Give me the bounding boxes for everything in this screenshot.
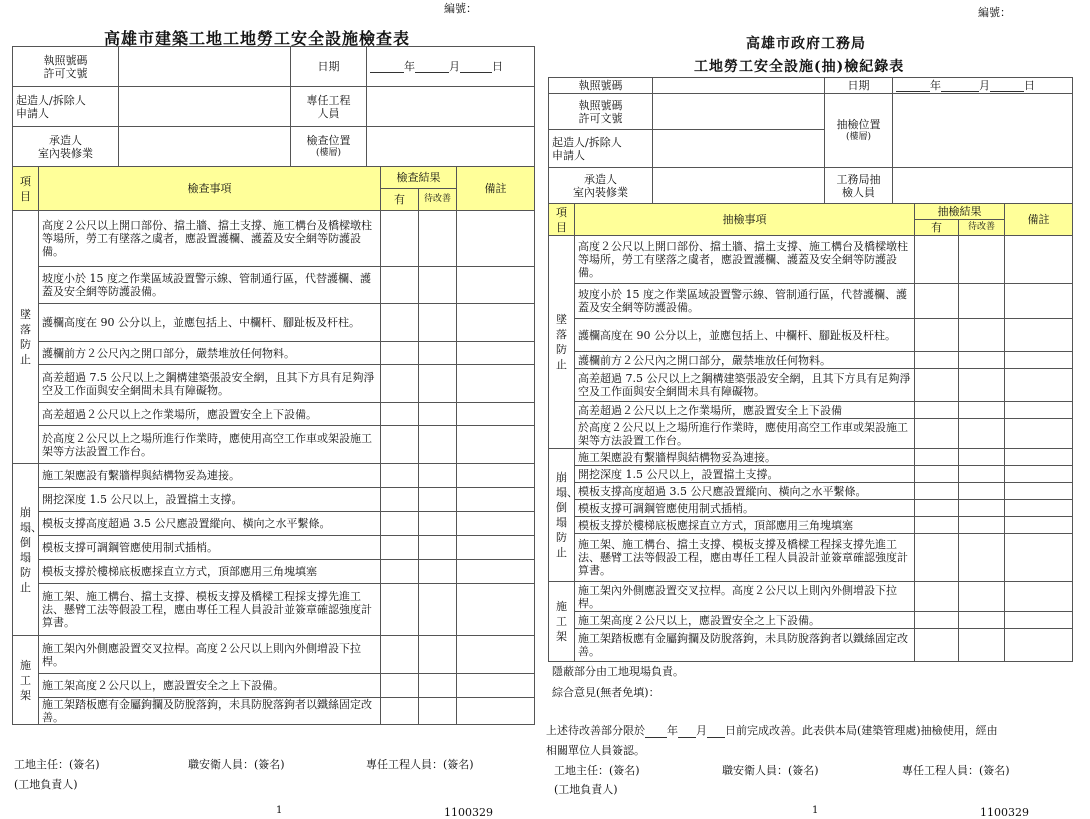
check-item-text: 施工架、施工構台、擋土支撐、模板支撐及橋樑工程採支撐先進工法、懸臂工法等假設工程，應由專任工程人員設計並簽章確認強度計算書。: [39, 584, 381, 636]
result-pending-cell[interactable]: [959, 236, 1005, 284]
hidden-note: 隱蔽部分由工地現場負責。: [552, 665, 684, 678]
result-pending-cell[interactable]: [959, 419, 1005, 449]
check-item-text: 護欄前方２公尺內之開口部分，嚴禁堆放任何物料。: [575, 352, 915, 369]
result-yes-cell[interactable]: [915, 236, 959, 284]
footer-sign-supervisor: 工地主任：(簽名): [14, 758, 100, 771]
result-yes-cell[interactable]: [915, 419, 959, 449]
check-item-text: 施工架踏板應有金屬鉤攔及防脫落鉤，未具防脫落鉤者以鐵絲固定改善。: [39, 698, 381, 725]
result-pending-cell[interactable]: [419, 304, 457, 342]
remark-cell[interactable]: [1005, 612, 1073, 629]
table-row: [549, 466, 1073, 483]
result-yes-cell[interactable]: [381, 426, 419, 464]
remark-cell[interactable]: [1005, 629, 1073, 662]
result-yes-cell[interactable]: [381, 267, 419, 304]
checklist-table-left: [12, 166, 535, 725]
result-pending-cell[interactable]: [959, 319, 1005, 352]
table-row: [549, 449, 1073, 466]
table-row: [549, 419, 1073, 449]
remark-cell[interactable]: [457, 560, 535, 584]
remark-cell[interactable]: [1005, 449, 1073, 466]
check-item-text: 模板支撐高度超過 3.5 公尺應設置縱向、橫向之水平繫條。: [575, 483, 915, 500]
category-cell: 墜落防止: [13, 211, 39, 464]
engineer-field[interactable]: [367, 87, 535, 127]
table-row: [13, 304, 535, 342]
inspector-field[interactable]: [893, 168, 1073, 204]
form-title: 工地勞工安全設施(抽)檢紀錄表: [694, 59, 905, 75]
remark-cell[interactable]: [457, 488, 535, 512]
col-remark: 備註: [457, 167, 535, 211]
check-item-text: 開挖深度 1.5 公尺以上，設置擋土支撐。: [575, 466, 915, 483]
contractor-field[interactable]: [119, 127, 291, 167]
license-label: 執照號碼 許可文號: [549, 94, 653, 130]
remark-cell[interactable]: [1005, 466, 1073, 483]
result-pending-cell[interactable]: [959, 449, 1005, 466]
footer-note: (工地負責人): [554, 783, 618, 796]
date-field[interactable]: 年 月 日: [367, 47, 535, 87]
result-yes-cell[interactable]: [915, 612, 959, 629]
table-row: [549, 402, 1073, 419]
form-title-agency: 高雄市政府工務局: [746, 36, 866, 52]
remark-cell[interactable]: [1005, 319, 1073, 352]
remark-cell[interactable]: [457, 512, 535, 536]
table-row: [13, 512, 535, 536]
check-item-text: 施工架高度２公尺以上，應設置安全之上下設備。: [575, 612, 915, 629]
remark-cell[interactable]: [457, 698, 535, 725]
category-cell: 墜落防止: [549, 236, 575, 449]
result-yes-cell[interactable]: [915, 369, 959, 402]
result-pending-cell[interactable]: [419, 365, 457, 403]
result-pending-cell[interactable]: [419, 342, 457, 365]
col-item: 項目: [13, 167, 39, 211]
remark-cell[interactable]: [1005, 419, 1073, 449]
result-pending-cell[interactable]: [959, 582, 1005, 612]
remark-cell[interactable]: [457, 636, 535, 674]
location-field[interactable]: [367, 127, 535, 167]
remark-cell[interactable]: [1005, 369, 1073, 402]
table-row: [549, 369, 1073, 402]
check-item-text: 高差超過 7.5 公尺以上之鋼構建築張設安全網，且其下方具有足夠淨空及工作面與安全網間未具有障礙物。: [575, 369, 915, 402]
table-row: [13, 674, 535, 698]
table-row: [13, 636, 535, 674]
col-pending: 待改善: [419, 189, 457, 211]
remark-cell[interactable]: [457, 403, 535, 426]
result-pending-cell[interactable]: [959, 517, 1005, 534]
result-yes-cell[interactable]: [381, 584, 419, 636]
result-yes-cell[interactable]: [381, 674, 419, 698]
category-cell: 崩塌、倒塌防止: [13, 464, 39, 636]
remark-cell[interactable]: [1005, 402, 1073, 419]
remark-cell[interactable]: [1005, 517, 1073, 534]
table-row: [13, 211, 535, 267]
result-pending-cell[interactable]: [419, 636, 457, 674]
result-yes-cell[interactable]: [915, 534, 959, 582]
date-label: 日期: [825, 78, 893, 94]
check-item-text: 施工架內外側應設置交叉拉桿。高度２公尺以上則內外側增設下拉桿。: [575, 582, 915, 612]
footer-sign-safety: 職安衛人員：(簽名): [722, 764, 819, 777]
result-pending-cell[interactable]: [959, 534, 1005, 582]
check-item-text: 坡度小於 15 度之作業區域設置警示線、管制通行區，代替護欄、護蓋及安全網等防護設備。: [575, 284, 915, 319]
check-item-text: 模板支撐高度超過 3.5 公尺應設置縱向、橫向之水平繫條。: [39, 512, 381, 536]
table-row: [549, 582, 1073, 612]
remark-cell[interactable]: [457, 267, 535, 304]
col-result: 抽檢結果: [915, 204, 1005, 220]
result-pending-cell[interactable]: [959, 369, 1005, 402]
remark-cell[interactable]: [1005, 500, 1073, 517]
table-row: [549, 629, 1073, 662]
result-pending-cell[interactable]: [959, 284, 1005, 319]
result-pending-cell[interactable]: [419, 426, 457, 464]
table-row: [13, 267, 535, 304]
license-top-field[interactable]: [653, 78, 825, 94]
footer-sign-supervisor: 工地主任：(簽名): [554, 764, 640, 777]
result-yes-cell[interactable]: [915, 582, 959, 612]
footer-sign-engineer: 專任工程人員：(簽名): [902, 764, 1010, 777]
remark-cell[interactable]: [457, 342, 535, 365]
table-row: [13, 365, 535, 403]
remark-cell[interactable]: [457, 674, 535, 698]
date-label: 日期: [291, 47, 367, 87]
result-pending-cell[interactable]: [419, 403, 457, 426]
doc-number: 1100329: [980, 806, 1029, 819]
result-pending-cell[interactable]: [959, 483, 1005, 500]
result-yes-cell[interactable]: [915, 629, 959, 662]
table-row: [549, 483, 1073, 500]
serial-label: 編號：: [444, 2, 477, 15]
inspector-label: 工務局抽 檢人員: [825, 168, 893, 204]
page-number: 1: [276, 805, 283, 816]
result-yes-cell[interactable]: [381, 304, 419, 342]
result-yes-cell[interactable]: [381, 636, 419, 674]
table-row: [549, 284, 1073, 319]
license-field[interactable]: [653, 94, 825, 130]
result-pending-cell[interactable]: [419, 536, 457, 560]
check-item-text: 護欄前方２公尺內之開口部分，嚴禁堆放任何物料。: [39, 342, 381, 365]
col-pending: 待改善: [959, 220, 1005, 236]
footer-sign-engineer: 專任工程人員：(簽名): [366, 758, 474, 771]
col-yes: 有: [915, 220, 959, 236]
check-item-text: 施工架高度２公尺以上，應設置安全之上下設備。: [39, 674, 381, 698]
check-item-text: 施工架應設有繫牆桿與結構物妥為連接。: [39, 464, 381, 488]
remark-cell[interactable]: [457, 584, 535, 636]
result-pending-cell[interactable]: [419, 211, 457, 267]
remark-cell[interactable]: [1005, 352, 1073, 369]
category-cell: 崩塌、倒塌防止: [549, 449, 575, 582]
result-yes-cell[interactable]: [381, 342, 419, 365]
comment-label: 綜合意見(無者免填)：: [552, 686, 660, 699]
table-row: [549, 352, 1073, 369]
result-yes-cell[interactable]: [381, 211, 419, 267]
license-top-label: 執照號碼: [549, 78, 653, 94]
col-item: 項目: [549, 204, 575, 236]
builder-field[interactable]: [653, 130, 825, 168]
table-row: [13, 560, 535, 584]
remark-cell[interactable]: [1005, 236, 1073, 284]
result-pending-cell[interactable]: [419, 674, 457, 698]
col-remark: 備註: [1005, 204, 1073, 236]
result-yes-cell[interactable]: [381, 488, 419, 512]
builder-label: 起造人/拆除人 申請人: [13, 87, 119, 127]
table-row: [13, 464, 535, 488]
result-pending-cell[interactable]: [419, 512, 457, 536]
result-yes-cell[interactable]: [381, 464, 419, 488]
table-row: [13, 426, 535, 464]
result-yes-cell[interactable]: [915, 402, 959, 419]
check-item-text: 高差超過２公尺以上之作業場所，應設置安全上下設備: [575, 402, 915, 419]
remark-cell[interactable]: [1005, 284, 1073, 319]
contractor-field[interactable]: [653, 168, 825, 204]
col-result: 檢查結果: [381, 167, 457, 189]
check-item-text: 施工架踏板應有金屬鉤攔及防脫落鉤，未具防脫落鉤者以鐵絲固定改善。: [575, 629, 915, 662]
table-row: [549, 612, 1073, 629]
result-pending-cell[interactable]: [419, 698, 457, 725]
check-item-text: 坡度小於 15 度之作業區域設置警示線、管制通行區，代替護欄、護蓋及安全網等防護設備。: [39, 267, 381, 304]
remark-cell[interactable]: [457, 211, 535, 267]
result-pending-cell[interactable]: [959, 629, 1005, 662]
result-yes-cell[interactable]: [381, 403, 419, 426]
result-yes-cell[interactable]: [915, 466, 959, 483]
serial-label: 編號：: [978, 6, 1011, 19]
result-yes-cell[interactable]: [381, 365, 419, 403]
date-field[interactable]: 年 月 日: [893, 78, 1073, 94]
license-label: 執照號碼 許可文號: [13, 47, 119, 87]
check-item-text: 施工架內外側應設置交叉拉桿。高度２公尺以上則內外側增設下拉桿。: [39, 636, 381, 674]
result-pending-cell[interactable]: [419, 488, 457, 512]
result-yes-cell[interactable]: [915, 483, 959, 500]
result-yes-cell[interactable]: [915, 352, 959, 369]
col-yes: 有: [381, 189, 419, 211]
header-table-left: [12, 46, 535, 167]
check-item-text: 模板支撐於樓梯底板應採直立方式，頂部應用三角塊填塞: [575, 517, 915, 534]
result-pending-cell[interactable]: [959, 500, 1005, 517]
check-item-text: 高差超過 7.5 公尺以上之鋼構建築張設安全網，且其下方具有足夠淨空及工作面與安全網間未具有障礙物。: [39, 365, 381, 403]
deadline-note-2: 相關單位人員簽認。: [546, 744, 645, 757]
form-title: 高雄市建築工地工地勞工安全設施檢查表: [104, 29, 411, 48]
check-item-text: 模板支撐於樓梯底板應採直立方式，頂部應用三角塊填塞: [39, 560, 381, 584]
check-item-text: 模板支撐可調鋼管應使用制式插梢。: [575, 500, 915, 517]
table-row: [549, 517, 1073, 534]
table-row: [13, 584, 535, 636]
remark-cell[interactable]: [457, 304, 535, 342]
category-cell: 施工架: [549, 582, 575, 662]
table-row: [549, 236, 1073, 284]
result-pending-cell[interactable]: [959, 466, 1005, 483]
result-yes-cell[interactable]: [381, 698, 419, 725]
table-row: [549, 500, 1073, 517]
header-table-right: [548, 77, 1073, 204]
result-pending-cell[interactable]: [959, 612, 1005, 629]
result-yes-cell[interactable]: [381, 560, 419, 584]
remark-cell[interactable]: [1005, 582, 1073, 612]
checklist-table-right: [548, 203, 1073, 662]
table-row: [549, 534, 1073, 582]
footer-note: (工地負責人): [14, 778, 78, 791]
doc-number: 1100329: [444, 806, 493, 819]
remark-cell[interactable]: [1005, 534, 1073, 582]
result-yes-cell[interactable]: [915, 449, 959, 466]
engineer-label: 專任工程 人員: [291, 87, 367, 127]
result-yes-cell[interactable]: [915, 284, 959, 319]
result-yes-cell[interactable]: [915, 500, 959, 517]
check-item-text: 護欄高度在 90 公分以上，並應包括上、中欄杆、腳趾板及杆柱。: [575, 319, 915, 352]
remark-cell[interactable]: [1005, 483, 1073, 500]
location-label-cell: 檢查位置 (樓層): [291, 127, 367, 167]
col-matter: 抽檢事項: [575, 204, 915, 236]
check-item-text: 高度２公尺以上開口部份、擋土牆、擋土支撐、施工構台及橋樑墩柱等場所，勞工有墜落之虞者，應設置護欄、護蓋及安全網等防護設備。: [39, 211, 381, 267]
check-item-text: 高差超過２公尺以上之作業場所，應設置安全上下設備。: [39, 403, 381, 426]
table-row: [13, 698, 535, 725]
remark-cell[interactable]: [457, 426, 535, 464]
check-item-text: 護欄高度在 90 公分以上，並應包括上、中欄杆、腳趾板及杆柱。: [39, 304, 381, 342]
remark-cell[interactable]: [457, 365, 535, 403]
footer-sign-safety: 職安衛人員：(簽名): [188, 758, 285, 771]
table-row: [13, 403, 535, 426]
result-yes-cell[interactable]: [915, 319, 959, 352]
check-item-text: 施工架、施工構台、擋土支撐、模板支撐及橋樑工程採支撐先進工法、懸臂工法等假設工程，應由專任工程人員設計並簽章確認強度計算書。: [575, 534, 915, 582]
result-yes-cell[interactable]: [381, 536, 419, 560]
check-item-text: 模板支撐可調鋼管應使用制式插梢。: [39, 536, 381, 560]
table-row: [13, 488, 535, 512]
table-row: [13, 342, 535, 365]
page-number: 1: [812, 805, 819, 816]
contractor-label: 承造人 室內裝修業: [13, 127, 119, 167]
contractor-label: 承造人 室內裝修業: [549, 168, 653, 204]
table-row: [549, 319, 1073, 352]
result-pending-cell[interactable]: [419, 267, 457, 304]
check-item-text: 於高度２公尺以上之場所進行作業時，應使用高空工作車或架設施工架等方法設置工作台。: [39, 426, 381, 464]
table-row: [13, 536, 535, 560]
remark-cell[interactable]: [457, 464, 535, 488]
check-item-text: 高度２公尺以上開口部份、擋土牆、擋土支撐、施工構台及橋樑墩柱等場所，勞工有墜落之虞者，應設置護欄、護蓋及安全網等防護設備。: [575, 236, 915, 284]
category-cell: 施工架: [13, 636, 39, 725]
result-pending-cell[interactable]: [959, 402, 1005, 419]
builder-label: 起造人/拆除人 申請人: [549, 130, 653, 168]
remark-cell[interactable]: [457, 536, 535, 560]
result-pending-cell[interactable]: [959, 352, 1005, 369]
col-matter: 檢查事項: [39, 167, 381, 211]
check-item-text: 於高度２公尺以上之場所進行作業時，應使用高空工作車或架設施工架等方法設置工作台。: [575, 419, 915, 449]
license-field[interactable]: [119, 47, 291, 87]
check-item-text: 施工架應設有繫牆桿與結構物妥為連接。: [575, 449, 915, 466]
result-yes-cell[interactable]: [915, 517, 959, 534]
result-pending-cell[interactable]: [419, 584, 457, 636]
check-item-text: 開挖深度 1.5 公尺以上，設置擋土支撐。: [39, 488, 381, 512]
result-pending-cell[interactable]: [419, 560, 457, 584]
result-pending-cell[interactable]: [419, 464, 457, 488]
location-label-cell: 抽檢位置 (樓層): [825, 94, 893, 168]
location-field[interactable]: [893, 94, 1073, 168]
builder-field[interactable]: [119, 87, 291, 127]
deadline-note: 上述待改善部分限於 年 月 日前完成改善。此表供本局(建築管理處)抽檢使用，經由: [546, 724, 998, 737]
result-yes-cell[interactable]: [381, 512, 419, 536]
